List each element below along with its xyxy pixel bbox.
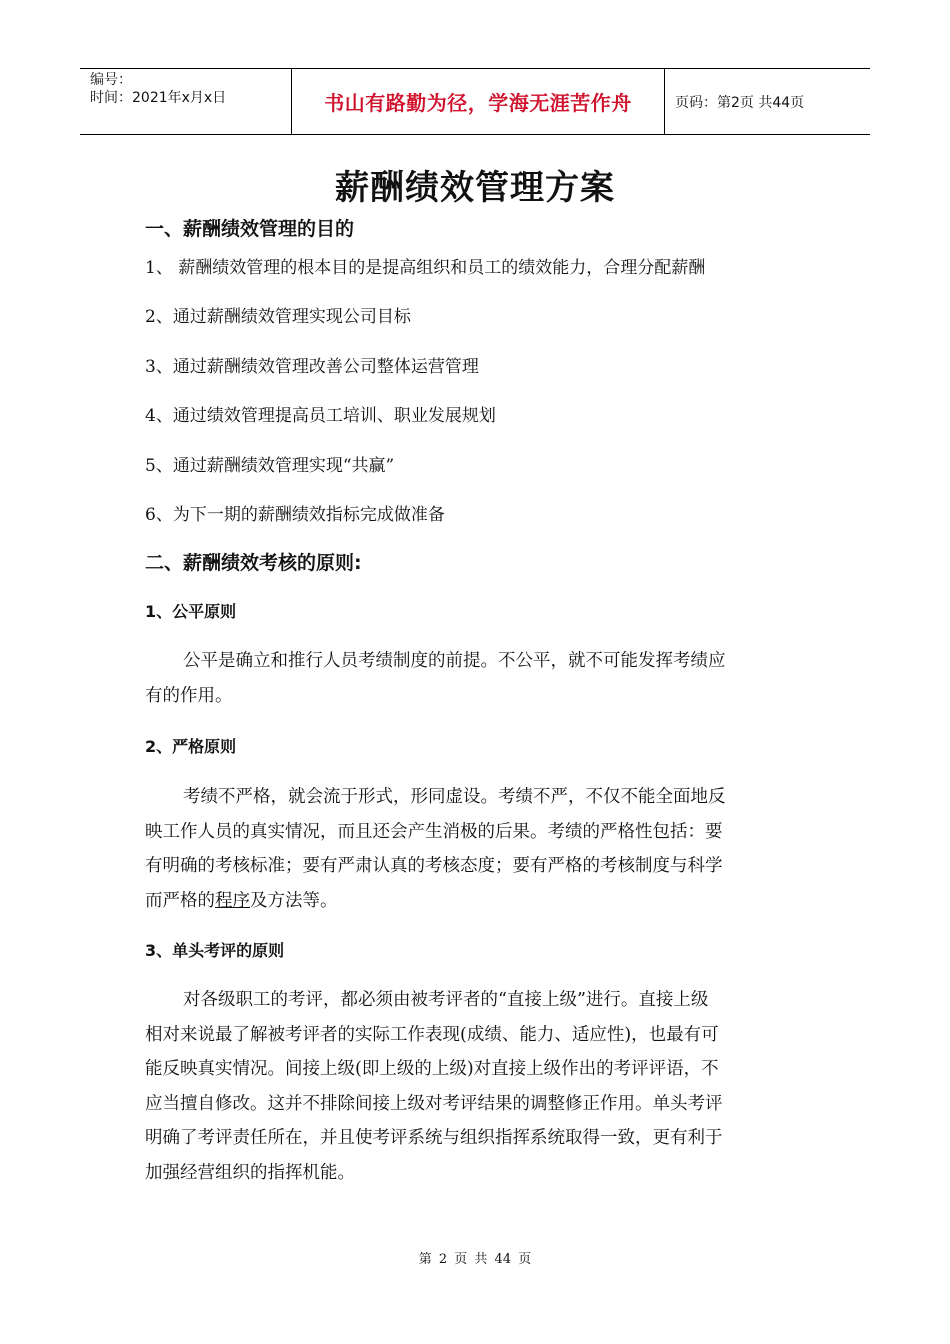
list-item: 5、通过薪酬绩效管理实现“共赢” xyxy=(145,456,395,476)
principle-2-heading: 2、严格原则 xyxy=(145,737,237,756)
section-1-heading: 一、薪酬绩效管理的目的 xyxy=(145,218,355,240)
principle-3-text xyxy=(145,983,810,1190)
page-header xyxy=(80,68,870,135)
list-item: 3、通过薪酬绩效管理改善公司整体运营管理 xyxy=(145,357,479,377)
principle-1-text xyxy=(145,644,810,713)
header-slogan: 书山有路勤为径，学海无涯苦作舟 xyxy=(292,69,665,134)
program-link[interactable]: 程序 xyxy=(215,890,250,911)
text-line: 考绩不严格，就会流于形式，形同虚设。考绩不严，不仅不能全面地反 xyxy=(183,787,726,807)
text-line: 相对来说最了解被考评者的实际工作表现(成绩、能力、适应性)，也最有可 xyxy=(145,1024,719,1045)
text-line: 对各级职工的考评，都必须由被考评者的“直接上级”进行。直接上级 xyxy=(183,990,709,1010)
text-line: 应当擅自修改。这并不排除间接上级对考评结果的调整修正作用。单头考评 xyxy=(145,1093,723,1114)
principle-2-text xyxy=(145,780,810,918)
document-title: 薪酬绩效管理方案 xyxy=(335,168,615,208)
text-line: 加强经营组织的指挥机能。 xyxy=(145,1162,355,1183)
text-fragment: 而严格的 xyxy=(145,890,215,911)
code-label: 编号： xyxy=(90,72,132,88)
list-item: 6、为下一期的薪酬绩效指标完成做准备 xyxy=(145,505,445,525)
text-line: 能反映真实情况。间接上级(即上级的上级)对直接上级作出的考评评语，不 xyxy=(145,1059,719,1079)
list-item: 4、通过绩效管理提高员工培训、职业发展规划 xyxy=(145,406,496,426)
header-meta xyxy=(80,69,292,134)
principle-3-heading: 3、单头考评的原则 xyxy=(145,941,285,960)
page-footer: 第 2 页 共 44 页 xyxy=(418,1252,532,1267)
date-label: 时间：2021年x月x日 xyxy=(90,90,227,106)
principle-1-heading: 1、公平原则 xyxy=(145,602,237,621)
text-line: 明确了考评责任所在，并且使考评系统与组织指挥系统取得一致，更有利于 xyxy=(145,1128,723,1148)
section-2-heading: 二、薪酬绩效考核的原则: xyxy=(145,552,362,574)
text-line: 映工作人员的真实情况，而且还会产生消极的后果。考绩的严格性包括：要 xyxy=(145,821,723,842)
text-line xyxy=(145,884,810,919)
list-item: 1、 薪酬绩效管理的根本目的是提高组织和员工的绩效能力，合理分配薪酬 xyxy=(145,258,706,278)
text-line: 有的作用。 xyxy=(145,685,233,706)
text-line: 公平是确立和推行人员考绩制度的前提。不公平，就不可能发挥考绩应 xyxy=(183,651,726,671)
text-fragment: 及方法等。 xyxy=(250,890,338,911)
list-item: 2、通过薪酬绩效管理实现公司目标 xyxy=(145,307,411,327)
text-line: 有明确的考核标准；要有严肃认真的考核态度；要有严格的考核制度与科学 xyxy=(145,856,723,876)
header-page-info: 页码：第2页 共44页 xyxy=(675,94,805,111)
